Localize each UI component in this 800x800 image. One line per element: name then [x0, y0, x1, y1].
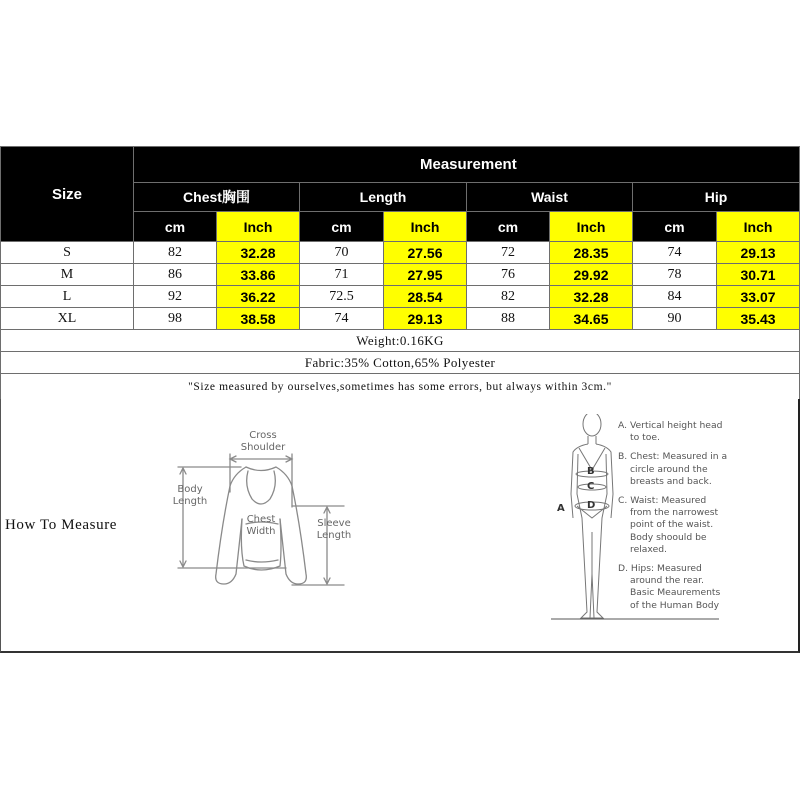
chest-cm-cell: 98 [134, 308, 217, 330]
group-header-waist: Waist [467, 183, 633, 212]
size-cell: L [1, 286, 134, 308]
how-to-measure-label: How To Measure [5, 517, 118, 533]
unit-header-inch: Inch [384, 212, 467, 242]
length-cm-cell: 74 [300, 308, 384, 330]
marker-d: D [587, 500, 596, 511]
waist-cm-cell: 76 [467, 264, 550, 286]
table-row [1, 286, 800, 308]
chest-cm-cell: 82 [134, 242, 217, 264]
note-b: B. Chest: Measured in a circle around the breasts and back. [618, 451, 728, 487]
note-a: A. Vertical height head to toe. [618, 420, 723, 444]
hip-cm-cell: 90 [633, 308, 717, 330]
group-header-length: Length [300, 183, 467, 212]
group-header-chest: Chest胸围 [134, 183, 300, 212]
how-to-measure-section [0, 399, 800, 653]
unit-header-cm: cm [300, 212, 384, 242]
shirt-measurement-diagram [166, 424, 366, 599]
length-cm-cell: 71 [300, 264, 384, 286]
table-row [1, 242, 800, 264]
unit-header-cm: cm [467, 212, 550, 242]
table-row [1, 308, 800, 330]
waist-inch-cell: 32.28 [550, 286, 633, 308]
length-cm-cell: 70 [300, 242, 384, 264]
size-cell: S [1, 242, 134, 264]
marker-b: B [587, 466, 595, 477]
chest-inch-cell: 32.28 [217, 242, 300, 264]
sleeve-length-label: Sleeve Length [316, 518, 352, 541]
length-cm-cell: 72.5 [300, 286, 384, 308]
waist-inch-cell: 28.35 [550, 242, 633, 264]
waist-cm-cell: 82 [467, 286, 550, 308]
waist-inch-cell: 29.92 [550, 264, 633, 286]
hip-cm-cell: 78 [633, 264, 717, 286]
waist-cm-cell: 72 [467, 242, 550, 264]
length-inch-cell: 27.95 [384, 264, 467, 286]
waist-cm-cell: 88 [467, 308, 550, 330]
length-inch-cell: 28.54 [384, 286, 467, 308]
unit-header-cm: cm [633, 212, 717, 242]
size-chart [0, 146, 799, 400]
chest-inch-cell: 36.22 [217, 286, 300, 308]
fabric-info: Fabric:35% Cotton,65% Polyester [1, 352, 800, 374]
size-table [0, 146, 800, 400]
waist-inch-cell: 34.65 [550, 308, 633, 330]
marker-c: C [587, 481, 595, 492]
size-note: "Size measured by ourselves,sometimes has some errors, but always within 3cm." [1, 374, 800, 400]
note-c: C. Waist: Measured from the narrowest point of the waist. Body shoould be relaxed. [618, 495, 719, 555]
hip-cm-cell: 84 [633, 286, 717, 308]
hip-inch-cell: 35.43 [717, 308, 800, 330]
unit-header-cm: cm [134, 212, 217, 242]
chest-cm-cell: 92 [134, 286, 217, 308]
chest-width-label: Chest Width [246, 514, 276, 537]
unit-header-inch: Inch [717, 212, 800, 242]
hip-inch-cell: 33.07 [717, 286, 800, 308]
body-length-label: Body Length [172, 484, 208, 507]
size-cell: M [1, 264, 134, 286]
size-cell: XL [1, 308, 134, 330]
chest-inch-cell: 33.86 [217, 264, 300, 286]
length-inch-cell: 29.13 [384, 308, 467, 330]
size-column-header: Size [1, 147, 134, 242]
chest-inch-cell: 38.58 [217, 308, 300, 330]
group-header-hip: Hip [633, 183, 800, 212]
measurement-header: Measurement [134, 147, 800, 183]
unit-header-inch: Inch [550, 212, 633, 242]
unit-header-inch: Inch [217, 212, 300, 242]
marker-a: A [557, 503, 565, 514]
note-d: D. Hips: Measured around the rear. Basic Meaurements of the Human Body [618, 563, 721, 611]
hip-inch-cell: 30.71 [717, 264, 800, 286]
hip-inch-cell: 29.13 [717, 242, 800, 264]
body-measurement-notes [618, 420, 748, 619]
hip-cm-cell: 74 [633, 242, 717, 264]
cross-shoulder-label: Cross Shoulder [240, 430, 286, 453]
length-inch-cell: 27.56 [384, 242, 467, 264]
weight-info: Weight:0.16KG [1, 330, 800, 352]
chest-cm-cell: 86 [134, 264, 217, 286]
table-row [1, 264, 800, 286]
